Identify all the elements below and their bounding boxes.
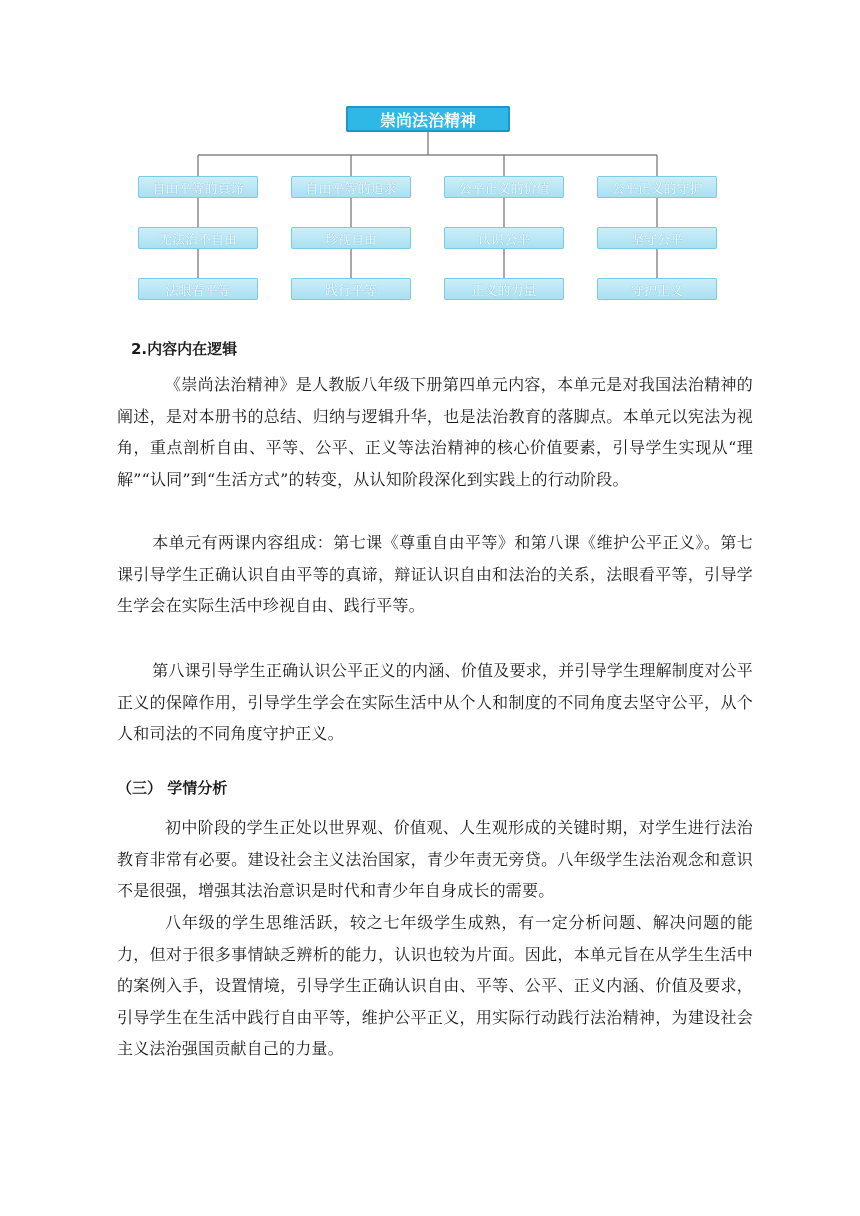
- root-node: 崇尚法治精神: [346, 106, 510, 132]
- branch-2-item-2: 践行平等: [291, 278, 411, 300]
- branch-1-item-2: 法眼看平等: [138, 278, 258, 300]
- branch-3-item-2: 正义的力量: [444, 278, 564, 300]
- branch-2-item-1: 珍视自由: [291, 227, 411, 249]
- concept-map-connectors: [0, 0, 860, 320]
- branch-3-item-1: 认识公平: [444, 227, 564, 249]
- branch-4-title: 公平正义的守护: [597, 176, 717, 198]
- paragraph-student-thinking: 八年级的学生思维活跃，较之七年级学生成熟，有一定分析问题、解决问题的能力，但对于很多事情缺乏辨析的能力，认识也较为片面。因此，本单元旨在从学生生活中的案例入手，设置情境，引导学生正确认识自由、平等、公平、正义内涵、价值及要求，引导学生在生活中践行自由平等，维护公平正义，用实际行动践行法治精神，为建设社会主义法治强国贡献自己的力量。: [117, 913, 753, 1058]
- paragraph-lesson-eight: 第八课引导学生正确认识公平正义的内涵、价值及要求，并引导学生理解制度对公平正义的保障作用，引导学生学会在实际生活中从个人和制度的不同角度去坚守公平，从个人和司法的不同角度守护正义。: [117, 661, 753, 743]
- branch-4-item-2: 守护正义: [597, 278, 717, 300]
- branch-1-item-1: 无法治不自由: [138, 227, 258, 249]
- branch-2-title: 自由平等的追求: [291, 176, 411, 198]
- section-heading-student-analysis: （三） 学情分析: [117, 779, 228, 797]
- branch-1-title: 自由平等的真谛: [138, 176, 258, 198]
- branch-3-title: 公平正义的价值: [444, 176, 564, 198]
- concept-map: [0, 0, 860, 320]
- paragraph-lesson-seven: 本单元有两课内容组成：第七课《尊重自由平等》和第八课《维护公平正义》。第七课引导学生正确认识自由平等的真谛，辩证认识自由和法治的关系，法眼看平等，引导学生学会在实际生活中珍视自由、践行平等。: [117, 533, 753, 615]
- section-heading-content-logic: 2.内容内在逻辑: [131, 340, 238, 358]
- paragraph-student-stage: 初中阶段的学生正处以世界观、价值观、人生观形成的关键时期，对学生进行法治教育非常有必要。建设社会主义法治国家，青少年责无旁贷。八年级学生法治观念和意识不是很强，增强其法治意识是时代和青少年自身成长的需要。: [117, 818, 753, 900]
- paragraph-unit-overview: 《崇尚法治精神》是人教版八年级下册第四单元内容，本单元是对我国法治精神的阐述，是对本册书的总结、归纳与逻辑升华，也是法治教育的落脚点。本单元以宪法为视角，重点剖析自由、平等、公平、正义等法治精神的核心价值要素，引导学生实现从“理解”“认同”到“生活方式”的转变，从认知阶段深化到实践上的行动阶段。: [117, 375, 753, 489]
- branch-4-item-1: 坚守公平: [597, 227, 717, 249]
